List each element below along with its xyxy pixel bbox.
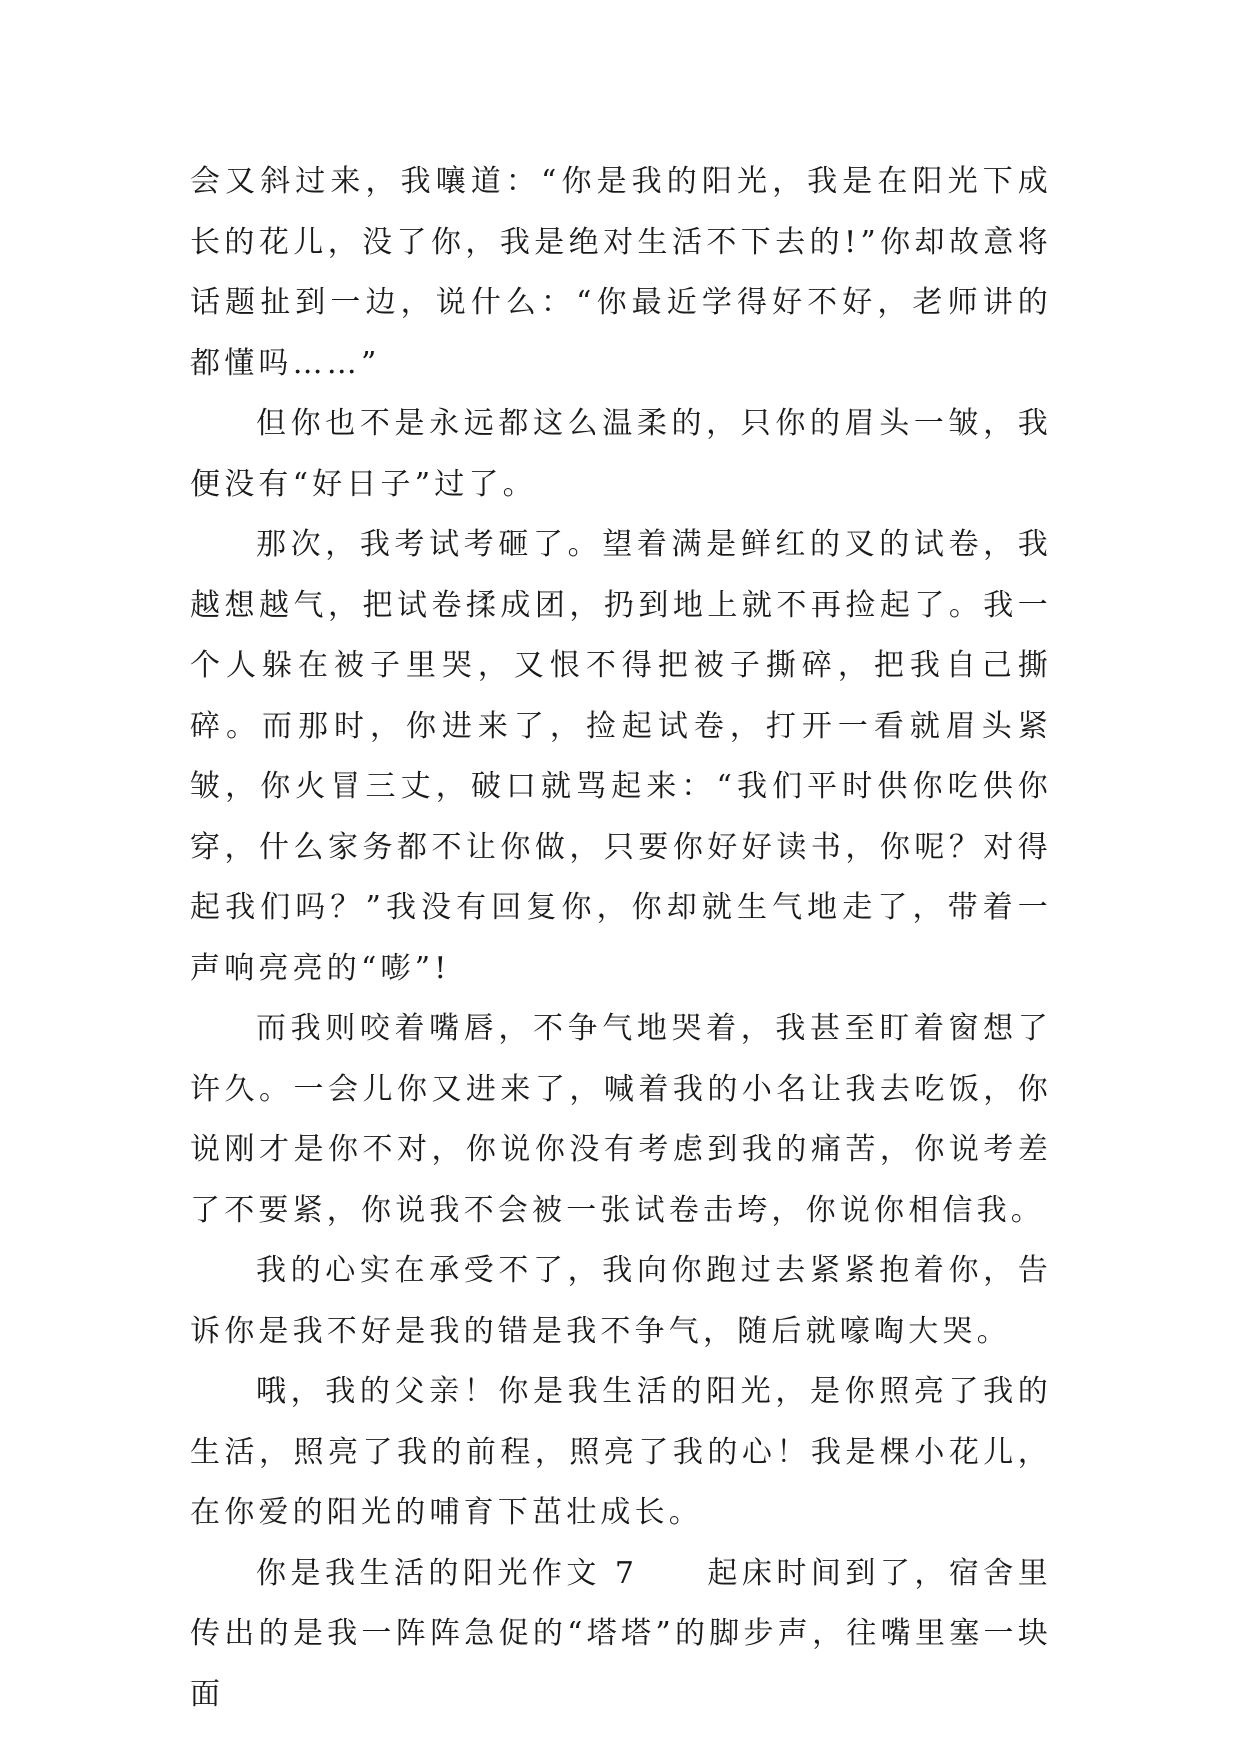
paragraph-6: 哦，我的父亲！你是我生活的阳光，是你照亮了我的生活，照亮了我的前程，照亮了我的心！我是棵小花儿，在你爱的阳光的哺育下茁壮成长。 [190,1374,1052,1530]
paragraph-3: 那次，我考试考砸了。望着满是鲜红的叉的试卷，我越想越气，把试卷揉成团，扔到地上就不再捡起了。我一个人躲在被子里哭，又恨不得把被子撕碎，把我自己撕碎。而那时，你进来了，捡起试卷，打开一看就眉头紧皱，你火冒三丈，破口就骂起来：“我们平时供你吃供你穿，什么家务都不让你做，只要你好好读书，你呢？对得起我们吗？”我没有回复你，你却就生气地走了，带着一声响亮亮的“嘭”! [190,527,1052,986]
paragraph-4: 而我则咬着嘴唇，不争气地哭着，我甚至盯着窗想了许久。一会儿你又进来了，喊着我的小名让我去吃饭，你说刚才是你不对，你说你没有考虑到我的痛苦，你说考差了不要紧，你说我不会被一张试卷击垮，你说你相信我。 [190,1011,1052,1228]
paragraph-2: 但你也不是永远都这么温柔的，只你的眉头一皱，我便没有“好日子”过了。 [190,406,1052,502]
paragraph-7: 你是我生活的阳光作文 7 起床时间到了，宿舍里传出的是我一阵阵急促的“塔塔”的脚步声，往嘴里塞一块面 [190,1555,1052,1712]
paragraph-5: 我的心实在承受不了，我向你跑过去紧紧抱着你，告诉你是我不好是我的错是我不争气，随后就嚎啕大哭。 [190,1253,1052,1349]
paragraph-1: 会又斜过来，我嚷道：“你是我的阳光，我是在阳光下成长的花儿，没了你，我是绝对生活不下去的!”你却故意将话题扯到一边，说什么：“你最近学得好不好，老师讲的都懂吗……” [190,164,1052,381]
document-body [190,152,1052,1725]
